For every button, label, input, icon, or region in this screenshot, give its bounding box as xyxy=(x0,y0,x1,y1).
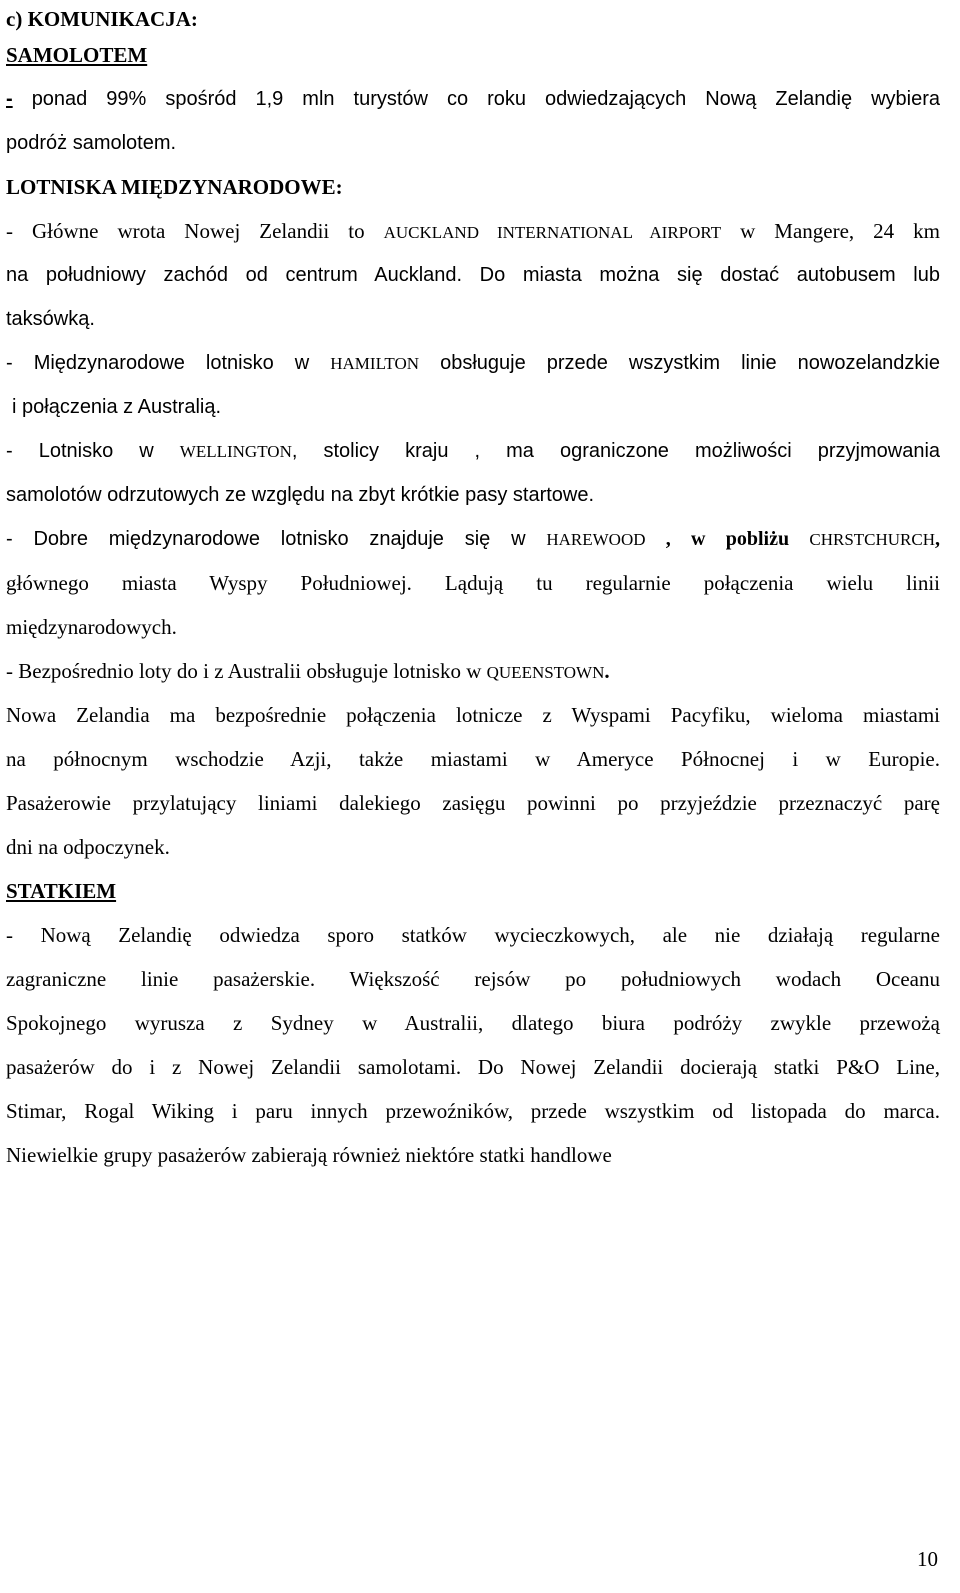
ship-line-1: - Nową Zelandię odwiedza sporo statków wycieczkowych, ale nie działają regularne xyxy=(6,923,940,947)
wellington-line-1: - Lotnisko w WELLINGTON, stolicy kraju , ma ograniczone możliwości przyjmowania xyxy=(6,440,941,462)
airport-name-queenstown: QUEENSTOWN xyxy=(486,663,605,682)
auckland-line-3: taksówką. xyxy=(6,308,95,330)
harewood-line-3: międzynarodowych. xyxy=(6,615,177,639)
airport-name-auckland: AUCKLAND INTERNATIONAL AIRPORT xyxy=(383,223,722,242)
hamilton-line-2: i połączenia z Australią. xyxy=(12,396,222,418)
plane-heading: SAMOLOTEM xyxy=(6,43,148,67)
wellington-line-2: samolotów odrzutowych ze względu na zbyt krótkie pasy startowe. xyxy=(6,484,595,506)
plane-intro-line-2: podróż samolotem. xyxy=(6,132,177,154)
plane-intro-line-1: - ponad 99% spośród 1,9 mln turystów co roku odwiedzających Nową Zelandię wybiera xyxy=(6,88,941,110)
connections-line-4: dni na odpoczynek. xyxy=(6,835,170,859)
connections-line-1: Nowa Zelandia ma bezpośrednie połączenia lotnicze z Wyspami Pacyfiku, wieloma miastami xyxy=(6,703,940,727)
airport-name-hamilton: HAMILTON xyxy=(330,354,420,373)
airports-heading: LOTNISKA MIĘDZYNARODOWE: xyxy=(6,175,343,199)
ship-line-5: Stimar, Rogal Wiking i paru innych przewoźników, przede wszystkim od listopada do marca. xyxy=(6,1099,940,1123)
auckland-line-2: na południowy zachód od centrum Auckland. Do miasta można się dostać autobusem lub xyxy=(6,264,940,286)
city-name-christchurch: CHRSTCHURCH xyxy=(809,530,935,549)
ship-line-3: Spokojnego wyrusza z Sydney w Australii, dlatego biura podróży zwykle przewożą xyxy=(6,1011,940,1035)
harewood-line-2: głównego miasta Wyspy Południowej. Lądują tu regularnie połączenia wielu linii xyxy=(6,571,940,595)
harewood-line-1: - Dobre międzynarodowe lotnisko znajduje się w HAREWOOD , w pobliżu CHRSTCHURCH, xyxy=(6,528,940,550)
auckland-line-1: - Główne wrota Nowej Zelandii to AUCKLAND INTERNATIONAL AIRPORT w Mangere, 24 km xyxy=(6,219,940,243)
connections-line-3: Pasażerowie przylatujący liniami dalekiego zasięgu powinni po przyjeździe przeznaczyć parę xyxy=(6,791,940,815)
airport-name-harewood: HAREWOOD xyxy=(546,530,646,549)
queenstown-line: - Bezpośrednio loty do i z Australii obsługuje lotnisko w QUEENSTOWN. xyxy=(6,659,610,683)
hamilton-line-1: - Międzynarodowe lotnisko w HAMILTON obsługuje przede wszystkim linie nowozelandzkie xyxy=(6,352,940,374)
ship-heading: STATKIEM xyxy=(6,879,117,903)
section-heading: c) KOMUNIKACJA: xyxy=(6,7,198,31)
intro-dash: - xyxy=(6,88,13,110)
ship-line-4: pasażerów do i z Nowej Zelandii samolotami. Do Nowej Zelandii docierają statki P&O Line, xyxy=(6,1055,940,1079)
page-number: 10 xyxy=(917,1547,938,1571)
ship-line-6: Niewielkie grupy pasażerów zabierają również niektóre statki handlowe xyxy=(6,1143,612,1167)
airport-name-wellington: WELLINGTON xyxy=(179,442,292,461)
ship-line-2: zagraniczne linie pasażerskie. Większość rejsów po południowych wodach Oceanu xyxy=(6,967,940,991)
connections-line-2: na północnym wschodzie Azji, także miastami w Ameryce Północnej i w Europie. xyxy=(6,747,940,771)
